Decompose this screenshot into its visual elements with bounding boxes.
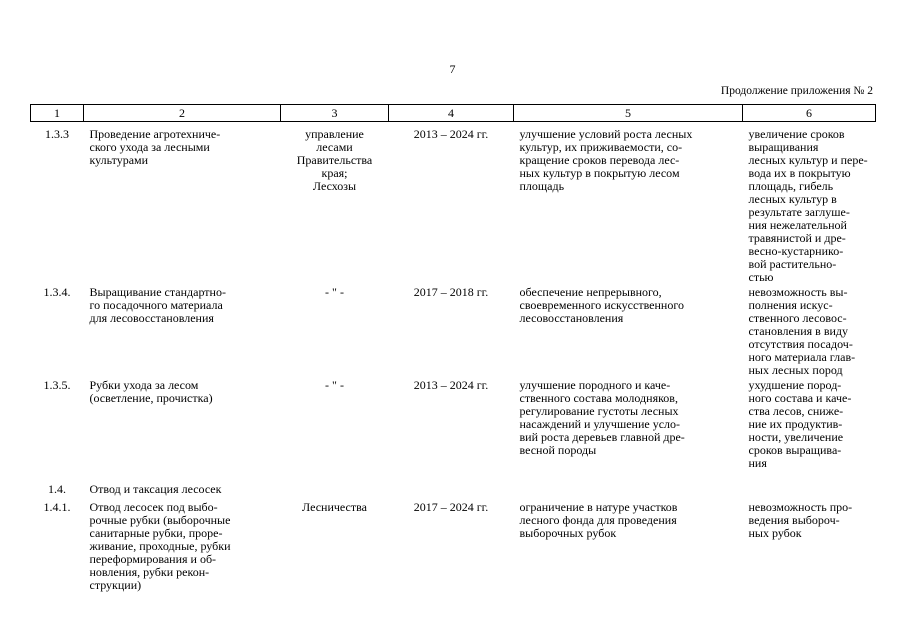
executor: - " -	[325, 378, 344, 392]
period	[389, 479, 514, 501]
column-header: 5	[514, 105, 743, 122]
table-row	[31, 377, 876, 479]
expected-result: улучшение условий роста лесных культур, их приживаемости, со- кращение сроков перевода лес- ных культур в покрытую лесом площадь	[519, 127, 693, 193]
executor: управление лесами Правительства края; Лесхозы	[296, 127, 373, 193]
expected-result	[514, 479, 743, 501]
column-header: 6	[743, 105, 876, 122]
risk-consequence: ухудшение пород- ного состава и каче- ства лесов, сниже- ние их продуктив- ности, увеличение сроков выращива- ния	[748, 378, 852, 470]
measure-name: Проведение агротехниче- ского ухода за лесными культурами	[89, 127, 221, 167]
measures-table	[30, 104, 876, 592]
expected-result: ограничение в натуре участков лесного фонда для проведения выборочных рубок	[519, 500, 678, 540]
expected-result: обеспечение непрерывного, своевременного искусственного лесовосстановления	[519, 285, 684, 325]
column-header: 2	[84, 105, 281, 122]
header-row	[31, 105, 876, 122]
period: 2013 – 2024 гг.	[413, 378, 489, 392]
table-row	[31, 284, 876, 377]
page-number: 7	[449, 62, 456, 76]
row-number: 1.3.5.	[43, 378, 71, 392]
expected-result: улучшение породного и каче- ственного состава молодняков, регулирование густоты лесных насаждений и улучшение усло- вий роста деревьев главной дре- весной породы	[519, 378, 685, 457]
row-number: 1.4.1.	[43, 500, 71, 514]
table-row	[31, 122, 876, 285]
executor: - " -	[325, 285, 344, 299]
executor: Лесничества	[302, 500, 367, 514]
column-header: 4	[389, 105, 514, 122]
measure-name: Выращивание стандартно- го посадочного материала для лесовосстановления	[89, 285, 226, 325]
column-header: 1	[31, 105, 84, 122]
period: 2017 – 2024 гг.	[413, 500, 489, 514]
risk-consequence: невозможность вы- полнения искус- ственного лесовос- становления в виду отсутствия посадоч- ного материала глав- ных лесных пород	[748, 285, 856, 377]
row-number: 1.3.4.	[43, 285, 71, 299]
section-row	[31, 479, 876, 501]
executor	[281, 479, 389, 501]
section-title: Отвод и таксация лесосек	[89, 482, 222, 496]
measure-name: Отвод лесосек под выбо- рочные рубки (выборочные санитарные рубки, проре- живание, проходные, рубки переформирования и об- новления, рубки рекон- струкции)	[89, 500, 231, 592]
risk-consequence: невозможность про- ведения выбороч- ных рубок	[748, 500, 853, 540]
table-row	[31, 501, 876, 592]
measure-name: Рубки ухода за лесом (осветление, прочистка)	[89, 378, 213, 405]
row-number: 1.4.	[48, 482, 66, 496]
period: 2013 – 2024 гг.	[413, 127, 489, 141]
row-number: 1.3.3	[45, 127, 69, 141]
risk-consequence	[743, 479, 876, 501]
period: 2017 – 2018 гг.	[413, 285, 489, 299]
continuation-caption: Продолжение приложения № 2	[720, 85, 873, 97]
risk-consequence: увеличение сроков выращивания лесных культур и пере- вода их в покрытую площадь, гибель лесных культур в результате заглуше- ния нежелательной травянистой и дре- весно-кустарнико- вой растительно- стью	[748, 127, 868, 284]
column-header: 3	[281, 105, 389, 122]
